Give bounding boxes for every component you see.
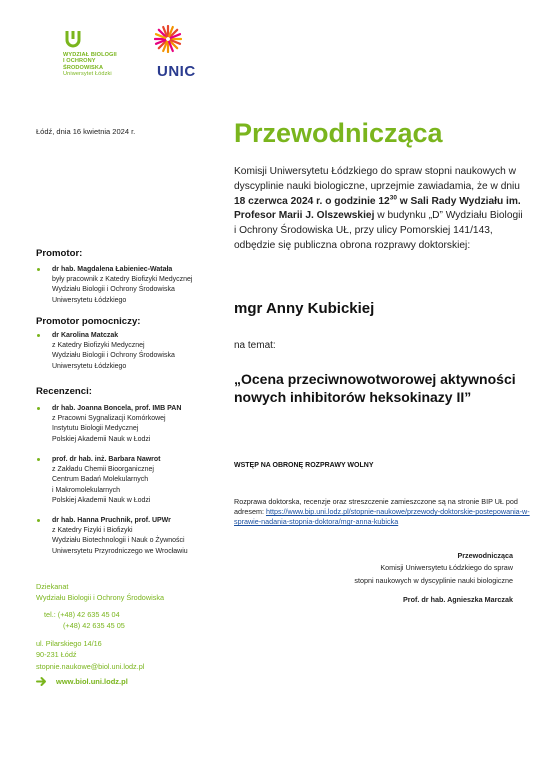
thesis-title: „Ocena przeciwnowotworowej aktywności nowych inhibitorów heksokinazy II” [234,371,516,405]
signature-line: stopni naukowych w dyscyplinie nauki biologiczne [354,575,513,585]
intro-text: w budynku „D” Wydziału Biologii i Ochrony Środowiska UŁ, przy ulicy Pomorskiej 141/143, odbędzie się publiczna obrona rozprawy doktorskiej: [234,210,523,251]
person-affiliation: i Makromolekularnych [52,486,121,494]
person-affiliation: Wydziału Biotechnologii i Nauk o Żywności [52,537,185,545]
signature-line: Komisji Uniwersytetu Łódzkiego do spraw [380,563,513,573]
person-affiliation: były pracownik z Katedry Biofizyki Medycznej [52,276,193,284]
person-name: dr hab. Magdalena Łabieniec-Watała [52,266,173,273]
dean-office-line: Dziekanat [36,582,69,591]
person-affiliation: Uniwersytetu Przyrodniczego we Wrocławiu [52,547,188,555]
faculty-logo-text [63,52,117,78]
defense-place: w Sali Rady Wydziału im. Profesor Marii J. Olszewskiej [234,195,521,222]
address-line: 90-231 Łódź [36,650,77,660]
person-affiliation: z Katedry Biofizyki Medycznej [52,342,145,350]
university-name: Uniwersytet Łódzki [63,71,112,78]
address-line: ul. Pilarskiego 14/16 [36,639,102,648]
bullet-icon [37,458,40,461]
intro-text: że w dniu [476,180,520,192]
person-affiliation: Polskiej Akademii Nauk w Łodzi [52,496,151,504]
university-logo-icon [63,29,83,49]
website-link[interactable]: www.biol.uni.lodz.pl [56,677,128,686]
signature-name: Prof. dr hab. Agnieszka Marczak [403,595,513,605]
person-affiliation: Polskiej Akademii Nauk w Łodzi [52,435,151,443]
person-affiliation: Wydziału Biologii i Ochrony Środowiska [52,352,175,360]
candidate-name: mgr Anny Kubickiej [234,300,375,317]
document-date: Łódź, dnia 16 kwietnia 2024 r. [36,127,136,136]
person-affiliation: Uniwersytetu Łódzkiego [52,296,127,304]
bip-info [234,497,534,528]
unic-logo-text: UNIC [157,63,196,80]
bullet-icon [37,268,40,271]
copromotor-entry [37,331,227,372]
bip-link[interactable]: https://www.bip.uni.lodz.pl/stopnie-naukowe/przewody-doktorskie-postepowania-w-sprawie-nadania-stopnia-doktora/mgr-anna-kubicka [234,507,530,527]
phone-line: (+48) 42 635 45 05 [63,621,125,630]
phone-line: tel.: (+48) 42 635 45 04 [44,610,120,619]
bullet-icon [37,519,40,522]
reviewers-heading: Recenzenci: [36,386,92,397]
reviewer-entry [37,404,227,445]
copromotor-heading: Promotor pomocniczy: [36,316,141,327]
person-affiliation: Centrum Badań Molekularnych [52,476,149,484]
promotor-entry [37,265,227,306]
person-affiliation: z Katedry Fizyki i Biofizyki [52,527,133,535]
reviewer-entry [37,516,227,557]
person-name: prof. dr hab. inż. Barbara Nawrot [52,456,161,463]
faculty-line: WYDZIAŁ BIOLOGII [63,52,117,58]
person-affiliation: Wydziału Biologii i Ochrony Środowiska [52,286,175,294]
reviewer-entry [37,455,227,506]
signature-title: Przewodnicząca [457,551,513,560]
defense-date: 18 czerwca 2024 r. o godzinie $12^{30}$ [234,194,397,207]
dean-office-line: Wydziału Biologii i Ochrony Środowiska [36,593,165,603]
signature-block [233,550,513,607]
promotor-heading: Promotor: [36,248,83,259]
address-block [36,638,144,672]
person-affiliation: z Pracowni Sygnalizacji Komórkowej [52,415,166,423]
faculty-line: ŚRODOWISKA [63,64,104,71]
page-title: Przewodnicząca [234,118,443,148]
bullet-icon [37,407,40,410]
arrow-right-icon [36,676,47,687]
unic-star-icon [154,25,182,53]
person-name: dr hab. Joanna Boncela, prof. IMB PAN [52,405,182,412]
person-affiliation: Instytutu Biologii Medycznej [52,425,139,433]
dean-office [36,581,164,603]
phone-numbers [44,609,125,631]
announcement-text [234,165,524,254]
intro-text: Komisji Uniwersytetu Łódzkiego do spraw stopni naukowych w dyscyplinie nauki biologiczne, uprzejmie zawiadamia, [234,166,516,192]
bip-text: Rozprawa doktorska, recenzje oraz streszczenie zamieszczone są na stronie BIP UŁ pod adresem: [234,497,518,517]
person-name: dr hab. Hanna Pruchnik, prof. UPWr [52,517,171,524]
faculty-line: I OCHRONY [63,58,96,65]
on-topic-label: na temat: [234,340,276,351]
email-link[interactable]: stopnie.naukowe@biol.uni.lodz.pl [36,661,145,671]
person-name: dr Karolina Matczak [52,332,119,339]
person-affiliation: z Zakładu Chemii Bioorganicznej [52,466,154,474]
bullet-icon [37,334,40,337]
free-entry-notice: WSTĘP NA OBRONĘ ROZPRAWY WOLNY [234,462,374,469]
person-affiliation: Uniwersytetu Łódzkiego [52,362,127,370]
